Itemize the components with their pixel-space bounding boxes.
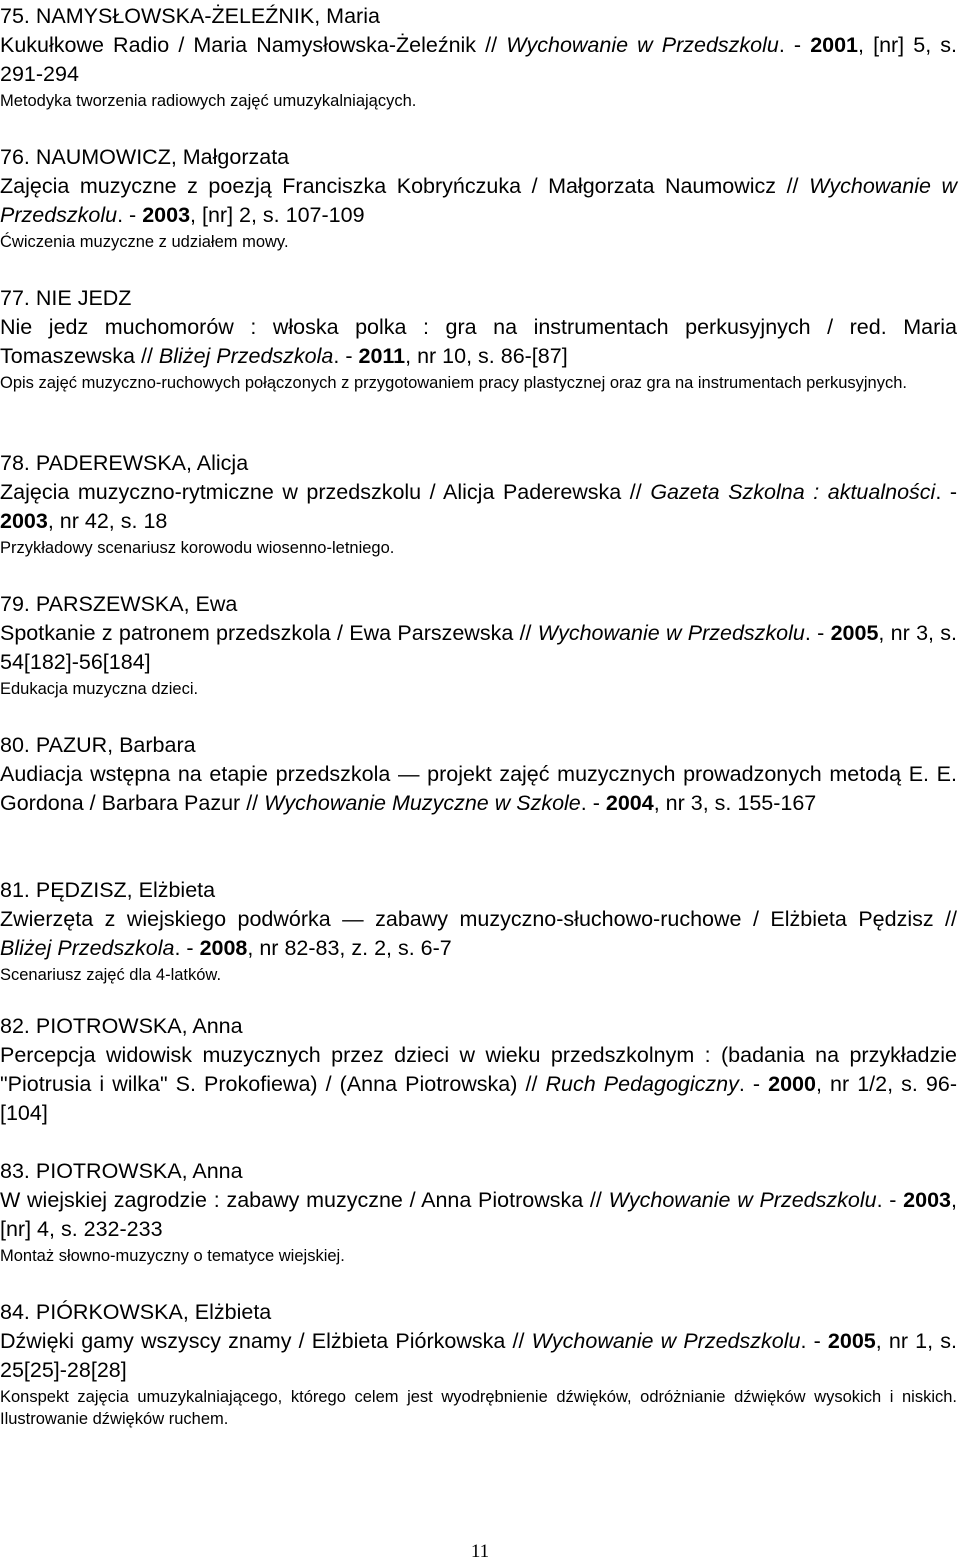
entry-title: Audiacja wstępna na etapie przedszkola — projekt zajęć muzycznych prowadzonych metodą E. E. Gordona / Barbara Pazur //	[0, 762, 957, 815]
entry-heading	[0, 2, 957, 31]
entry-heading	[0, 284, 957, 313]
entry-author: NAUMOWICZ, Małgorzata	[35, 145, 290, 169]
entry-number: 76.	[0, 145, 30, 169]
bibliography-entry-80	[0, 731, 957, 818]
entry-details: , [nr] 2, s. 107-109	[190, 203, 365, 227]
entry-separator: . -	[738, 1072, 769, 1096]
entry-details: , nr 82-83, z. 2, s. 6-7	[247, 936, 452, 960]
entry-details: , nr 42, s. 18	[47, 509, 168, 533]
entry-annotation: Ćwiczenia muzyczne z udziałem mowy.	[0, 233, 289, 251]
entry-number: 79.	[0, 592, 30, 616]
entry-journal: Wychowanie Muzyczne w Szkole	[264, 791, 581, 815]
entry-number: 75.	[0, 4, 30, 28]
entry-year: 2011	[358, 344, 406, 368]
entry-title: Zajęcia muzyczno-rytmiczne w przedszkolu / Alicja Paderewska //	[0, 480, 651, 504]
entry-author: PĘDZISZ, Elżbieta	[35, 878, 216, 902]
entry-heading	[0, 449, 957, 478]
entry-number: 77.	[0, 286, 30, 310]
entry-separator: . -	[333, 344, 359, 368]
entry-title: Zajęcia muzyczne z poezją Franciszka Kobryńczuka / Małgorzata Naumowicz //	[0, 174, 810, 198]
entry-title: Kukułkowe Radio / Maria Namysłowska-Żeleźnik //	[0, 33, 507, 57]
entry-journal: Gazeta Szkolna : aktualności	[650, 480, 936, 504]
entry-number: 78.	[0, 451, 30, 475]
entry-title: W wiejskiej zagrodzie : zabawy muzyczne / Anna Piotrowska //	[0, 1188, 609, 1212]
entry-separator: . -	[876, 1188, 904, 1212]
entry-heading	[0, 1298, 957, 1327]
entry-heading	[0, 143, 957, 172]
entry-journal: Bliżej Przedszkola	[158, 344, 334, 368]
entry-separator: . -	[778, 33, 811, 57]
entry-year: 2003	[0, 509, 48, 533]
bibliography-entry-84	[0, 1298, 957, 1430]
entry-author: PAZUR, Barbara	[35, 733, 196, 757]
entry-title: Dźwięki gamy wszyscy znamy / Elżbieta Piórkowska //	[0, 1329, 532, 1353]
bibliography-entry-76	[0, 143, 957, 253]
entry-heading	[0, 1012, 957, 1041]
entry-citation	[0, 172, 957, 230]
entry-author: PIÓRKOWSKA, Elżbieta	[35, 1300, 272, 1324]
entry-citation	[0, 31, 957, 89]
entry-number: 80.	[0, 733, 30, 757]
entry-journal: Wychowanie w Przedszkolu	[537, 621, 805, 645]
entry-citation	[0, 1041, 957, 1128]
entry-journal: Wychowanie w Przedszkolu	[506, 33, 779, 57]
bibliography-entry-78	[0, 449, 957, 559]
entry-year: 2003	[903, 1188, 952, 1212]
entry-separator: . -	[174, 936, 200, 960]
entry-title: Spotkanie z patronem przedszkola / Ewa Parszewska //	[0, 621, 538, 645]
entry-number: 84.	[0, 1300, 30, 1324]
entry-journal: Bliżej Przedszkola	[0, 936, 175, 960]
entry-number: 81.	[0, 878, 30, 902]
entry-heading	[0, 590, 957, 619]
entry-year: 2005	[830, 621, 879, 645]
entry-journal: Ruch Pedagogiczny	[545, 1072, 739, 1096]
entry-author: NAMYSŁOWSKA-ŻELEŹNIK, Maria	[35, 4, 380, 28]
entry-annotation: Edukacja muzyczna dzieci.	[0, 680, 199, 698]
entry-author: PIOTROWSKA, Anna	[35, 1159, 243, 1183]
entry-annotation: Metodyka tworzenia radiowych zajęć umuzykalniających.	[0, 92, 417, 110]
entry-year: 2000	[768, 1072, 816, 1096]
entry-author: PARSZEWSKA, Ewa	[35, 592, 238, 616]
entry-journal: Wychowanie w Przedszkolu	[0, 174, 957, 227]
entry-journal: Wychowanie w Przedszkolu	[608, 1188, 877, 1212]
entry-number: 83.	[0, 1159, 30, 1183]
entry-heading	[0, 876, 957, 905]
entry-annotation: Opis zajęć muzyczno-ruchowych połączonych z przygotowaniem pracy plastycznej oraz gra na instrumentach perkusyjnych.	[0, 374, 907, 392]
entry-details: , nr 10, s. 86-[87]	[405, 344, 568, 368]
entry-citation	[0, 313, 957, 371]
entry-author: NIE JEDZ	[35, 286, 132, 310]
entry-annotation: Montaż słowno-muzyczny o tematyce wiejskiej.	[0, 1247, 345, 1265]
entry-author: PIOTROWSKA, Anna	[35, 1014, 243, 1038]
bibliography-entry-75	[0, 2, 957, 112]
bibliography-entry-77	[0, 284, 957, 394]
entry-title: Zwierzęta z wiejskiego podwórka — zabawy muzyczno-słuchowo-ruchowe / Elżbieta Pędzisz //	[0, 907, 957, 931]
entry-separator: . -	[800, 1329, 828, 1353]
entry-citation	[0, 1186, 957, 1244]
entry-year: 2003	[142, 203, 191, 227]
entry-details: , nr 1/2, s. 96-[104]	[0, 1072, 957, 1125]
entry-year: 2008	[199, 936, 248, 960]
entry-heading	[0, 731, 957, 760]
entry-journal: Wychowanie w Przedszkolu	[531, 1329, 801, 1353]
entry-number: 82.	[0, 1014, 30, 1038]
entry-details: , [nr] 5, s. 291-294	[0, 33, 957, 86]
entry-separator: . -	[804, 621, 831, 645]
entry-annotation: Scenariusz zajęć dla 4-latków.	[0, 966, 222, 984]
entry-citation	[0, 1327, 957, 1385]
bibliography-entry-83	[0, 1157, 957, 1267]
entry-citation	[0, 619, 957, 677]
page-number: 11	[470, 1541, 490, 1562]
entry-details: , nr 3, s. 155-167	[653, 791, 817, 815]
entry-separator: . -	[935, 480, 957, 504]
entry-details: , nr 3, s. 54[182]-56[184]	[0, 621, 957, 674]
entry-separator: . -	[580, 791, 606, 815]
entry-title: Percepcja widowisk muzycznych przez dzieci w wieku przedszkolnym : (badania na przykładzie "Piotrusia i wilka" S. Prokofiewa) / (Anna Piotrowska) //	[0, 1043, 957, 1096]
entry-title: Nie jedz muchomorów : włoska polka : gra na instrumentach perkusyjnych / red. Maria Tomaszewska //	[0, 315, 957, 368]
entry-year: 2004	[605, 791, 654, 815]
entry-year: 2001	[810, 33, 859, 57]
entry-details: , [nr] 4, s. 232-233	[0, 1188, 957, 1241]
entry-citation	[0, 760, 957, 818]
entry-citation	[0, 478, 957, 536]
bibliography-entry-79	[0, 590, 957, 700]
entry-annotation: Konspekt zajęcia umuzykalniającego, którego celem jest wyodrębnienie dźwięków, odróżnianie dźwięków wysokich i niskich. Ilustrowanie dźwięków ruchem.	[0, 1388, 957, 1428]
bibliography-entry-81	[0, 876, 957, 986]
entry-heading	[0, 1157, 957, 1186]
entry-annotation: Przykładowy scenariusz korowodu wiosenno-letniego.	[0, 539, 395, 557]
bibliography-entry-82	[0, 1012, 957, 1128]
entry-citation	[0, 905, 957, 963]
entry-author: PADEREWSKA, Alicja	[35, 451, 249, 475]
entry-separator: . -	[117, 203, 143, 227]
entry-details: , nr 1, s. 25[25]-28[28]	[0, 1329, 957, 1382]
entry-year: 2005	[827, 1329, 876, 1353]
